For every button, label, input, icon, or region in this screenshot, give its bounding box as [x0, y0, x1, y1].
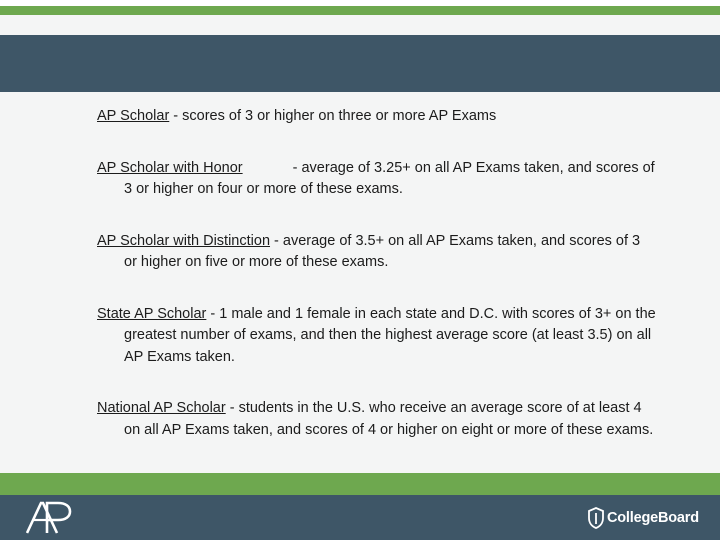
list-item-ap-scholar-with-distinction: [97, 231, 657, 274]
scholar-awards-list: [97, 106, 657, 471]
list-item-ap-scholar: [97, 106, 657, 128]
header-bar: [0, 35, 720, 92]
bottom-green-stripe: [0, 473, 720, 495]
top-gap: [0, 15, 720, 35]
award-term: State AP Scholar: [97, 305, 207, 322]
award-term: AP Scholar: [97, 108, 170, 124]
acorn-shield-icon: [587, 507, 605, 529]
award-term: AP Scholar with Distinction: [97, 232, 271, 249]
collegeboard-wordmark: CollegeBoard: [607, 510, 699, 526]
award-description: - average of 3.5+ on all AP Exams taken, and scores of 3 or higher on five or more of these exams.: [124, 232, 641, 270]
list-item-national-ap-scholar: [97, 398, 657, 441]
award-description: - average of 3.25+ on all AP Exams taken, and scores of 3 or higher on four or more of these exams.: [124, 159, 655, 197]
award-description: - scores of 3 or higher on three or more AP Exams: [169, 108, 497, 124]
top-green-stripe: [0, 6, 720, 15]
award-description: - 1 male and 1 female in each state and D.C. with scores of 3+ on the greatest number of exams, and then the highest average score (at least 3.5) on all AP Exams taken.: [124, 305, 656, 365]
ap-logo-icon: [26, 500, 72, 534]
award-description: - students in the U.S. who receive an average score of at least 4 on all AP Exams taken, and scores of 4 or higher on eight or more of these exams.: [124, 400, 654, 438]
award-term: AP Scholar with Honor: [97, 159, 243, 176]
collegeboard-logo: [587, 506, 699, 530]
list-item-ap-scholar-with-honor: [97, 158, 657, 201]
award-term: National AP Scholar: [97, 400, 226, 416]
list-item-state-ap-scholar: [97, 304, 657, 369]
